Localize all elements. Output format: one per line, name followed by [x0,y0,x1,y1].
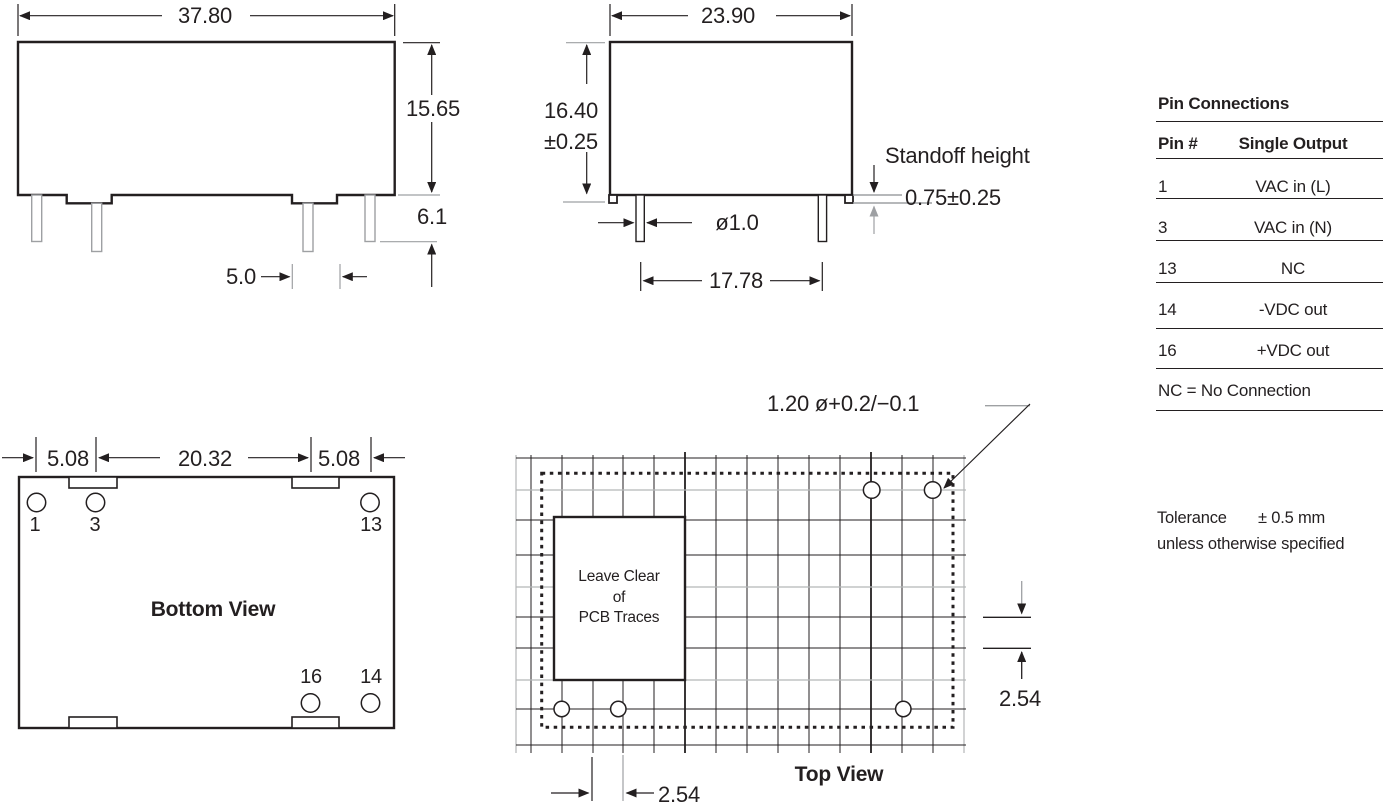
bottom-pin-13 [361,493,379,511]
front-pin-4 [365,195,375,242]
col-pitch-dim [551,755,654,801]
tab-top-left [69,477,117,488]
side-foot-left [609,195,617,203]
pin-label-3: 3 [89,514,101,536]
row-function: +VDC out [1256,341,1330,360]
col-pitch-dim-label: 2.54 [657,782,701,807]
top-view-title: Top View [794,763,884,786]
hole-spec-label: 1.20 ø+0.2/−0.1 [767,391,920,416]
pin-diameter-dim: ø1.0 [715,210,759,235]
bottom-dim-right: 5.08 [317,446,361,471]
standoff-label: Standoff height [885,143,1030,168]
table-rule [1156,240,1383,241]
side-width-dim: 23.90 [700,3,756,28]
front-height-dim: 15.65 [405,96,461,121]
row-function: VAC in (L) [1255,177,1331,196]
keep-clear-note [578,567,659,629]
table-rule [1156,328,1383,329]
standoff-value: 0.75±0.25 [905,185,1001,210]
tab-bottom-left [69,717,117,728]
table-rule [1156,158,1383,159]
side-foot-right [845,195,853,203]
pin-label-1: 1 [29,514,41,536]
pin-table-title: Pin Connections [1158,94,1290,113]
row-function: VAC in (N) [1254,218,1332,237]
front-pin-pitch-dim: 5.0 [226,264,256,289]
table-rule [1156,198,1383,199]
hole-top-2 [924,482,941,499]
row-pin: 14 [1158,300,1177,319]
side-body-outline [610,42,852,195]
front-view [18,4,440,289]
side-pin-right [818,195,826,242]
pin-span-dim: 17.78 [708,268,764,293]
bottom-dim-left: 5.08 [46,446,90,471]
hole-leader [944,404,1030,488]
table-rule [1156,410,1383,411]
side-height-value: 16.40 [543,98,599,123]
front-width-dim: 37.80 [177,3,233,28]
front-pin-2 [92,203,102,251]
row-pitch-dim-label: 2.54 [998,686,1042,711]
hole-bottom-3 [896,701,911,716]
hole-bottom-2 [611,701,626,716]
bottom-pin-14 [361,694,379,712]
front-pin-1 [32,195,42,242]
front-pin-3 [303,203,313,251]
row-pin: 1 [1158,177,1168,196]
keep-clear-line3: PCB Traces [578,609,660,626]
front-body-outline [18,42,395,203]
side-height-dim [544,95,598,157]
row-function: -VDC out [1258,300,1328,319]
front-pin-length-dim: 6.1 [417,204,447,229]
side-height-tolerance: ±0.25 [544,129,598,154]
pin-table-footnote: NC = No Connection [1158,381,1311,400]
pin-label-16: 16 [300,666,322,688]
pin-label-13: 13 [360,514,382,536]
pin-label-14: 14 [360,666,382,688]
side-view [563,4,932,291]
row-function: NC [1280,259,1306,278]
bottom-view [2,437,405,728]
tab-top-right [292,477,339,488]
row-pitch-dim [983,581,1031,679]
table-rule [1156,121,1383,122]
tab-bottom-right [292,717,339,728]
row-pin: 3 [1158,218,1168,237]
row-pin: 13 [1158,259,1177,278]
bottom-pin-16 [301,694,319,712]
side-pin-left [636,195,644,242]
pin-table-col-function: Single Output [1238,134,1348,153]
bottom-pin-3 [86,493,104,511]
table-rule [1156,282,1383,283]
row-pin: 16 [1158,341,1177,360]
pin-connections-table [1156,88,1384,418]
pin-table-col-pin: Pin # [1158,134,1198,153]
hole-bottom-1 [554,701,569,716]
tolerance-value: ± 0.5 mm [1258,509,1326,527]
tolerance-condition: unless otherwise specified [1157,535,1345,553]
tolerance-label: Tolerance [1157,509,1227,527]
bottom-dim-middle: 20.32 [177,446,233,471]
bottom-view-title: Bottom View [150,598,276,621]
keep-clear-line2: of [612,588,626,606]
bottom-pin-1 [27,493,45,511]
keep-clear-line1: Leave Clear [578,568,660,585]
table-rule [1156,368,1383,369]
hole-top-1 [863,482,880,499]
